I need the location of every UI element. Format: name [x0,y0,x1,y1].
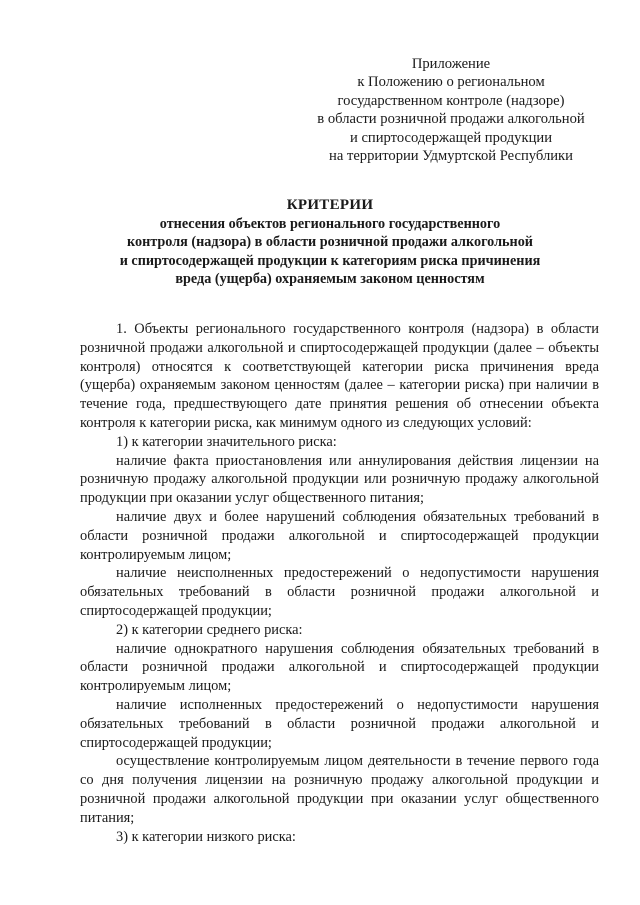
paragraph: наличие двух и более нарушений соблюдения обязательных требований в области розничной продажи алкогольной и спиртосодержащей продукции контролируемым лицом; [80,508,599,563]
paragraph: наличие однократного нарушения соблюдения обязательных требований в области розничной продажи алкогольной и спиртосодержащей продукции контролируемым лицом; [80,640,599,695]
paragraph: 2) к категории среднего риска: [116,621,303,638]
appendix-line: государственном контроле (надзоре) [337,92,565,109]
paragraph: осуществление контролируемым лицом деятельности в течение первого года со дня получения лицензии на розничную продажу алкогольной продукции и розничной продажи алкогольной продукции при оказании услуг общественного питания; [80,753,599,826]
document-title [60,196,600,289]
title-heading: КРИТЕРИИ [286,197,374,213]
paragraph: 1. Объекты регионального государственного контроля (надзора) в области розничной продажи алкогольной и спиртосодержащей продукции (далее – объекты контроля) относятся к соответствующей категории риска причинения вреда (ущерба) охраняемым законом ценностям (далее – категории риска) при наличии в течение года, предшествующего дате принятия решения об отнесении объекта контроля к категории риска, как минимум одного из следующих условий: [80,321,599,431]
paragraph: наличие исполненных предостережений о недопустимости нарушения обязательных требований в области розничной продажи алкогольной и спиртосодержащей продукции; [80,696,599,751]
appendix-line: и спиртосодержащей продукции [349,129,553,146]
appendix-line: к Положению о региональном [357,74,545,91]
title-line: контроля (надзора) в области розничной продажи алкогольной [127,234,533,251]
title-line: и спиртосодержащей продукции к категориям риска причинения [119,252,541,269]
appendix-header [296,55,606,165]
appendix-line: в области розничной продажи алкогольной [317,111,585,128]
paragraph: 3) к категории низкого риска: [116,828,296,845]
paragraph: наличие неисполненных предостережений о недопустимости нарушения обязательных требований в области розничной продажи алкогольной и спиртосодержащей продукции; [80,565,599,619]
paragraph: наличие факта приостановления или аннулирования действия лицензии на розничную продажу алкогольной продукции или розничную продажу алкогольной продукции при оказании услуг общественного питания; [80,452,599,507]
title-line: отнесения объектов регионального государственного [159,215,501,232]
title-line: вреда (ущерба) охраняемым законом ценностям [175,271,485,288]
appendix-line: Приложение [411,56,491,72]
paragraph: 1) к категории значительного риска: [116,433,337,450]
document-body [80,320,599,846]
appendix-line: на территории Удмуртской Республики [329,148,573,165]
